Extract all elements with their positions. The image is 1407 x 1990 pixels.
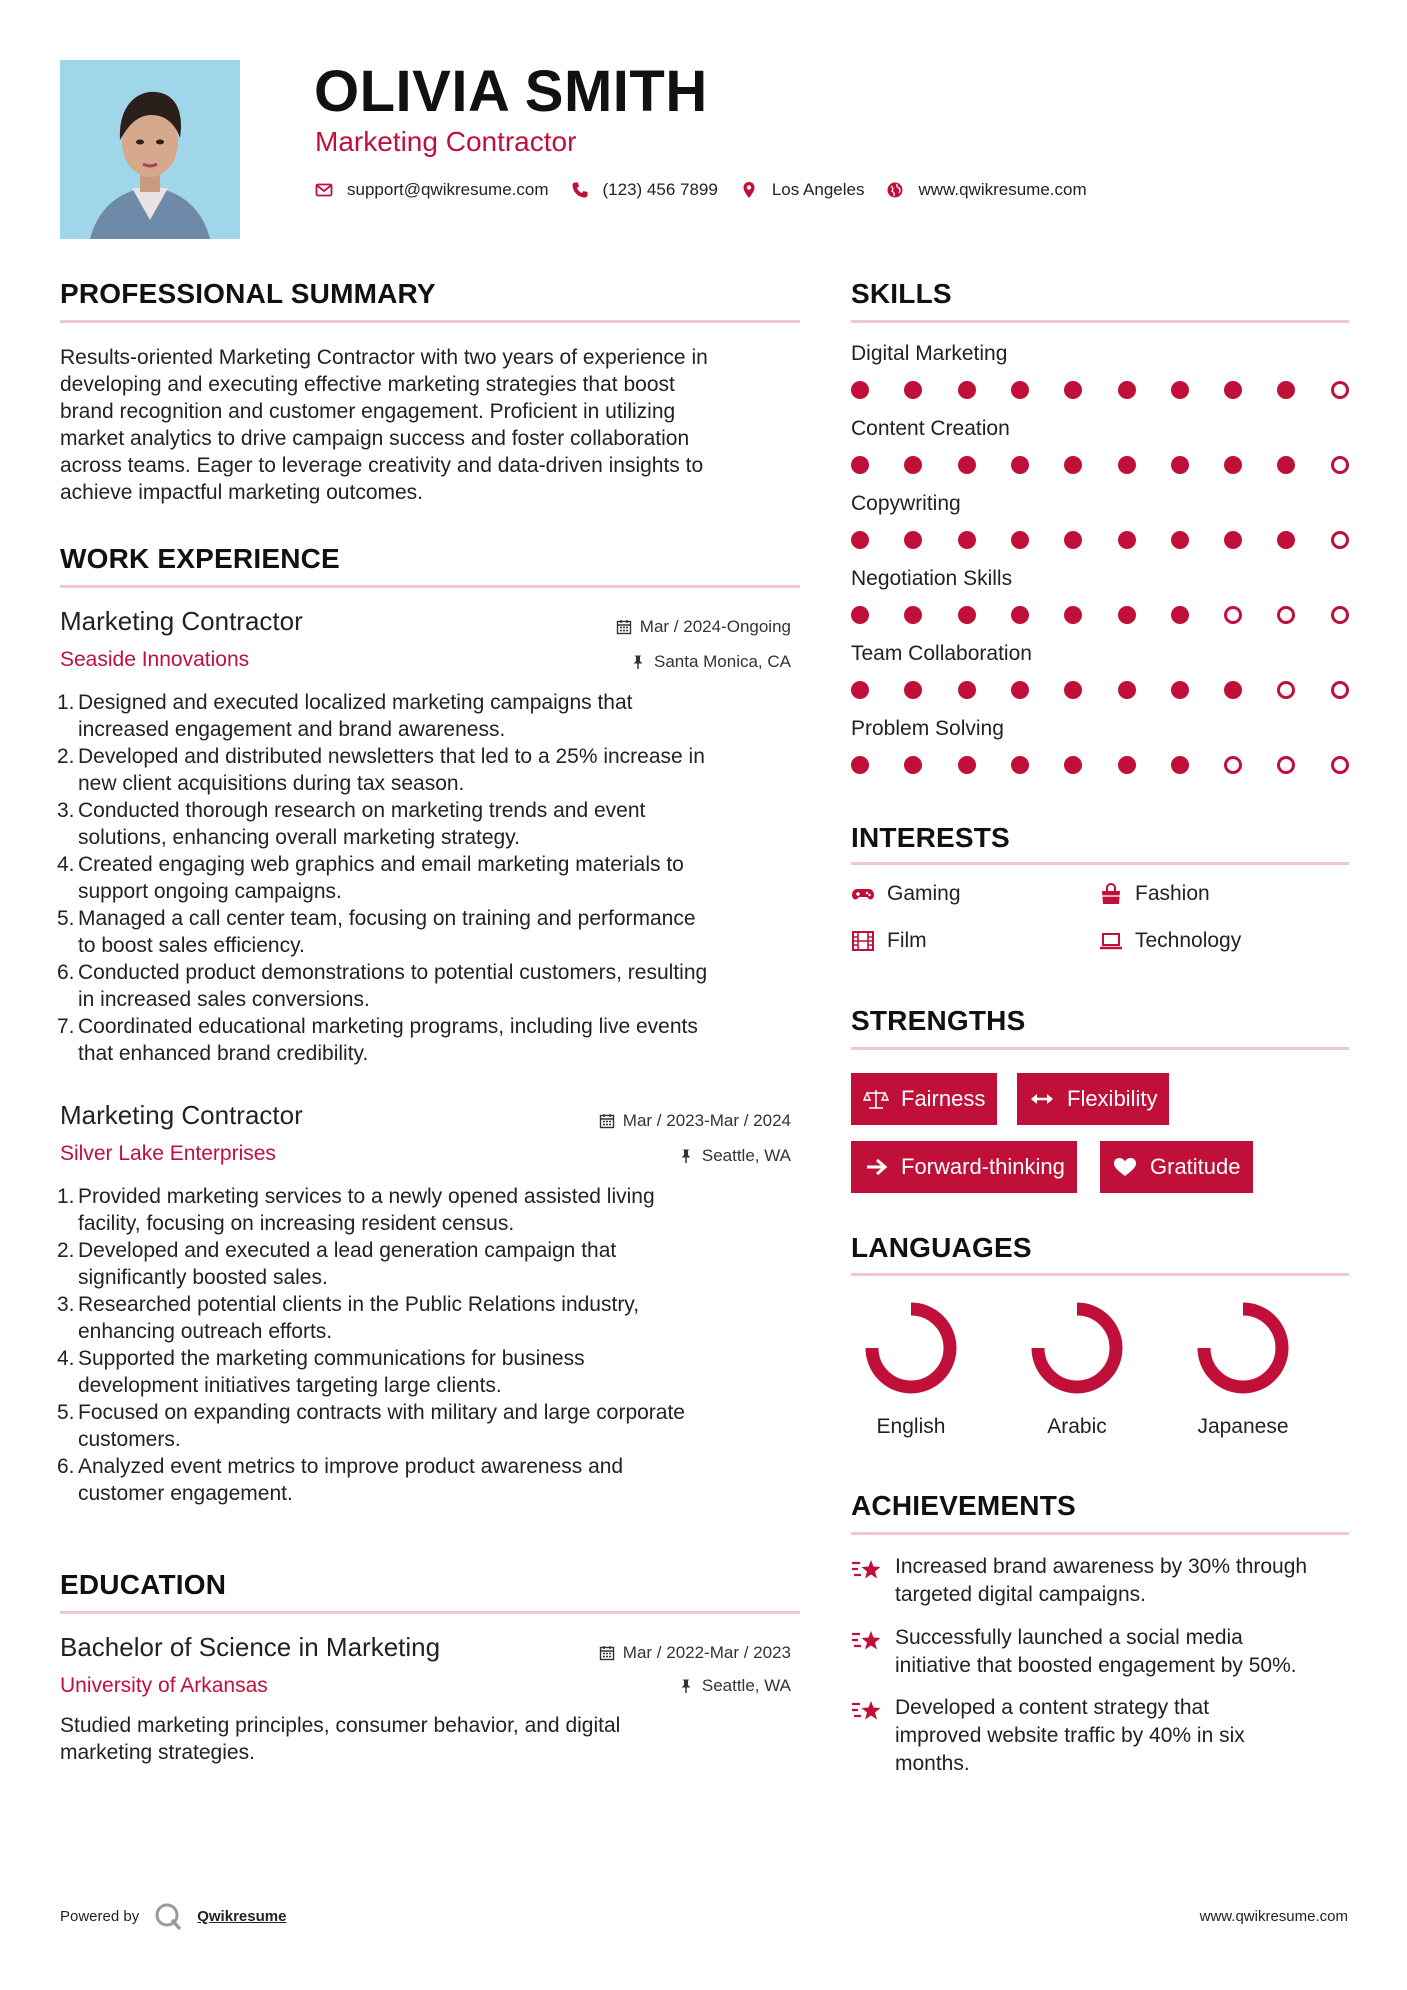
skill-name: Copywriting (851, 492, 961, 515)
education-line: marketing strategies. (60, 1741, 255, 1764)
skills-heading: SKILLS (851, 278, 952, 309)
skill-name: Negotiation Skills (851, 567, 1013, 590)
pushpin-icon (678, 1148, 694, 1164)
summary-heading: PROFESSIONAL SUMMARY (60, 278, 436, 309)
skill-name: Content Creation (851, 417, 1010, 440)
interest-gaming (851, 882, 961, 906)
rating-dot-filled (851, 381, 869, 399)
rating-dot-empty (1277, 681, 1295, 699)
rating-dot-filled (1118, 681, 1136, 699)
skills-divider (851, 320, 1349, 323)
interest-label: Fashion (1135, 882, 1210, 905)
rating-dot-filled (1064, 756, 1082, 774)
list-item (57, 1453, 800, 1507)
education-divider (60, 1611, 800, 1614)
candidate-role: Marketing Contractor (315, 126, 577, 157)
rating-dot-filled (1118, 456, 1136, 474)
phone-icon (571, 181, 589, 199)
interest-technology (1099, 929, 1241, 953)
list-line: Designed and executed localized marketing campaigns that (78, 691, 633, 714)
list-item (57, 959, 800, 1013)
list-line: that enhanced brand credibility. (78, 1042, 369, 1065)
rating-dot-filled (1064, 381, 1082, 399)
experience-heading: WORK EXPERIENCE (60, 543, 340, 574)
rating-dot-filled (1118, 756, 1136, 774)
job-bullets (57, 1183, 800, 1507)
list-line: Provided marketing services to a newly opened assisted living (78, 1185, 655, 1208)
list-line: customer engagement. (78, 1482, 293, 1505)
list-number: 1. (57, 1185, 75, 1208)
contact-phone-text: (123) 456 7899 (602, 180, 718, 199)
interest-label: Film (887, 929, 927, 952)
list-item (57, 905, 800, 959)
rating-dot-filled (1011, 381, 1029, 399)
rating-dot-filled (1118, 606, 1136, 624)
rating-dot-empty (1277, 606, 1295, 624)
rating-dot-filled (1064, 531, 1082, 549)
skill-name: Digital Marketing (851, 342, 1008, 365)
education-location (678, 1676, 791, 1696)
shooting-star-icon (851, 1696, 883, 1726)
calendar-icon (599, 1113, 615, 1129)
job-company: Seaside Innovations (60, 648, 250, 671)
job-company: Silver Lake Enterprises (60, 1142, 276, 1165)
list-line: Conducted thorough research on marketing trends and event (78, 799, 646, 822)
language-ring-arc (1038, 1309, 1116, 1387)
gamepad-icon (851, 882, 875, 906)
rating-dot-filled (958, 456, 976, 474)
list-number: 2. (57, 745, 75, 768)
list-line: Developed and distributed newsletters that led to a 25% increase in (78, 745, 705, 768)
strength-gratitude (1100, 1141, 1253, 1193)
achievements-divider (851, 1532, 1349, 1535)
rating-dot-filled (958, 381, 976, 399)
education-line: Studied marketing principles, consumer behavior, and digital (60, 1714, 621, 1737)
job-bullets (57, 689, 800, 1067)
rating-dot-empty (1277, 756, 1295, 774)
rating-dot-empty (1224, 756, 1242, 774)
laptop-icon (1099, 929, 1123, 953)
languages-heading: LANGUAGES (851, 1232, 1032, 1263)
achievement-item (851, 1553, 1361, 1609)
rating-dot-filled (904, 381, 922, 399)
job-location-text: Santa Monica, CA (653, 652, 791, 671)
school-name: University of Arkansas (60, 1674, 268, 1697)
contact-location (740, 180, 865, 200)
rating-dot-filled (1224, 531, 1242, 549)
education-description (60, 1712, 800, 1766)
list-number: 6. (57, 1455, 75, 1478)
rating-dot-filled (851, 456, 869, 474)
list-item (57, 1237, 800, 1291)
list-number: 1. (57, 691, 75, 714)
pushpin-icon (630, 654, 646, 670)
qwikresume-logo-icon (153, 1901, 183, 1931)
list-line: customers. (78, 1428, 181, 1451)
strength-fairness (851, 1073, 997, 1125)
achievement-line: months. (895, 1752, 970, 1775)
contact-email-text: support@qwikresume.com (347, 180, 549, 199)
rating-dot-filled (904, 681, 922, 699)
achievement-text (895, 1694, 1245, 1778)
rating-dot-filled (1171, 681, 1189, 699)
strength-label: Flexibility (1067, 1086, 1158, 1111)
contact-bar (315, 178, 1109, 202)
rating-dot-filled (851, 756, 869, 774)
strengths-divider (851, 1047, 1349, 1050)
rating-dot-empty (1331, 531, 1349, 549)
rating-dot-filled (1224, 456, 1242, 474)
job-location (678, 1146, 791, 1166)
contact-location-text: Los Angeles (771, 180, 865, 199)
list-item (57, 797, 800, 851)
job-date (616, 617, 791, 637)
rating-dot-filled (1171, 606, 1189, 624)
achievement-line: Developed a content strategy that (895, 1696, 1210, 1719)
calendar-icon (599, 1645, 615, 1661)
rating-dot-filled (1277, 381, 1295, 399)
achievement-line: initiative that boosted engagement by 50%. (895, 1654, 1297, 1677)
list-item (57, 1013, 800, 1067)
list-line: Coordinated educational marketing programs, including live events (78, 1015, 698, 1038)
contact-email[interactable] (315, 180, 549, 200)
skill-name: Team Collaboration (851, 642, 1032, 665)
rating-dot-filled (958, 531, 976, 549)
rating-dot-filled (904, 606, 922, 624)
achievement-text (895, 1624, 1297, 1680)
rating-dot-filled (1171, 531, 1189, 549)
rating-dot-filled (904, 756, 922, 774)
rating-dot-filled (958, 681, 976, 699)
rating-dot-empty (1331, 606, 1349, 624)
list-line: Researched potential clients in the Public Relations industry, (78, 1293, 640, 1316)
job-date-text: Mar / 2023-Mar / 2024 (622, 1111, 791, 1130)
education-date-text: Mar / 2022-Mar / 2023 (622, 1643, 791, 1662)
list-line: to boost sales efficiency. (78, 934, 305, 957)
interests-divider (851, 862, 1349, 865)
rating-dot-filled (851, 531, 869, 549)
summary-line: developing and executing effective marketing strategies that boost (60, 373, 675, 396)
achievements-heading: ACHIEVEMENTS (851, 1490, 1076, 1521)
language-name: Arabic (1047, 1415, 1107, 1438)
rating-dot-filled (1064, 681, 1082, 699)
rating-dot-filled (958, 606, 976, 624)
skill-rating (851, 381, 1351, 401)
rating-dot-filled (1011, 531, 1029, 549)
list-line: Focused on expanding contracts with military and large corporate (78, 1401, 685, 1424)
skill-name: Problem Solving (851, 717, 1004, 740)
list-number: 7. (57, 1015, 75, 1038)
language-proficiency-ring (863, 1300, 959, 1396)
rating-dot-filled (1011, 756, 1029, 774)
strengths-heading: STRENGTHS (851, 1005, 1026, 1036)
profile-photo (60, 60, 240, 239)
language-proficiency-ring (1029, 1300, 1125, 1396)
list-item (57, 1291, 800, 1345)
rating-dot-empty (1331, 456, 1349, 474)
achievement-item (851, 1694, 1361, 1778)
strength-flexibility (1017, 1073, 1169, 1125)
list-number: 3. (57, 1293, 75, 1316)
envelope-icon (315, 181, 333, 199)
job-date (599, 1111, 791, 1131)
language-ring-arc (1204, 1309, 1282, 1387)
summary-text (60, 344, 800, 506)
language-ring-arc (872, 1309, 950, 1387)
list-item (57, 1183, 800, 1237)
rating-dot-filled (1171, 381, 1189, 399)
rating-dot-filled (1011, 681, 1029, 699)
rating-dot-empty (1331, 381, 1349, 399)
contact-phone[interactable] (571, 180, 718, 200)
heart-icon (1112, 1156, 1138, 1178)
list-item (57, 743, 800, 797)
rating-dot-filled (1277, 456, 1295, 474)
job-date-text: Mar / 2024-Ongoing (639, 617, 791, 636)
achievement-line: Increased brand awareness by 30% through (895, 1555, 1308, 1578)
rating-dot-empty (1331, 681, 1349, 699)
interests-heading: INTERESTS (851, 822, 1010, 853)
rating-dot-filled (851, 606, 869, 624)
achievement-line: Successfully launched a social media (895, 1626, 1243, 1649)
rating-dot-filled (1171, 456, 1189, 474)
list-number: 3. (57, 799, 75, 822)
list-line: Managed a call center team, focusing on training and performance (78, 907, 696, 930)
skill-rating (851, 681, 1351, 701)
list-line: Analyzed event metrics to improve product awareness and (78, 1455, 624, 1478)
list-item (57, 1345, 800, 1399)
education-heading: EDUCATION (60, 1569, 227, 1600)
rating-dot-filled (1224, 381, 1242, 399)
pushpin-icon (678, 1678, 694, 1694)
summary-line: across teams. Eager to leverage creativity and data-driven insights to (60, 454, 704, 477)
contact-website[interactable] (886, 180, 1086, 200)
strength-label: Gratitude (1150, 1154, 1241, 1179)
list-number: 4. (57, 1347, 75, 1370)
list-item (57, 689, 800, 743)
list-number: 6. (57, 961, 75, 984)
summary-line: Results-oriented Marketing Contractor with two years of experience in (60, 346, 708, 369)
list-number: 5. (57, 1401, 75, 1424)
film-icon (851, 929, 875, 953)
rating-dot-filled (1171, 756, 1189, 774)
list-line: Developed and executed a lead generation campaign that (78, 1239, 617, 1262)
rating-dot-empty (1331, 756, 1349, 774)
job-location-text: Seattle, WA (701, 1146, 791, 1165)
rating-dot-filled (1224, 681, 1242, 699)
skill-rating (851, 606, 1351, 626)
rating-dot-filled (1011, 606, 1029, 624)
strength-forward-thinking (851, 1141, 1077, 1193)
education-location-text: Seattle, WA (701, 1676, 791, 1695)
powered-by-label: Powered by (60, 1907, 140, 1925)
arrows-horizontal-icon (1029, 1088, 1055, 1110)
achievement-line: targeted digital campaigns. (895, 1583, 1146, 1606)
summary-divider (60, 320, 800, 323)
interest-fashion (1099, 882, 1210, 906)
interest-label: Gaming (887, 882, 961, 905)
list-line: enhancing outreach efforts. (78, 1320, 333, 1343)
rating-dot-filled (1118, 531, 1136, 549)
map-pin-icon (740, 181, 758, 199)
arrow-right-icon (863, 1156, 889, 1178)
list-line: facility, focusing on increasing resident census. (78, 1212, 515, 1235)
list-line: Created engaging web graphics and email marketing materials to (78, 853, 684, 876)
education-date (599, 1643, 791, 1663)
interest-film (851, 929, 927, 953)
summary-line: brand recognition and customer engagement. Proficient in utilizing (60, 400, 676, 423)
strength-label: Fairness (901, 1086, 986, 1111)
rating-dot-filled (904, 531, 922, 549)
achievement-text (895, 1553, 1307, 1609)
summary-line: market analytics to drive campaign success and foster collaboration (60, 427, 690, 450)
skill-rating (851, 531, 1351, 551)
skill-rating (851, 756, 1351, 776)
candidate-name: OLIVIA SMITH (314, 59, 708, 124)
languages-divider (851, 1273, 1349, 1276)
achievement-line: improved website traffic by 40% in six (895, 1724, 1245, 1747)
job-location (630, 652, 791, 672)
balance-scale-icon (863, 1088, 889, 1110)
experience-divider (60, 585, 800, 588)
achievement-item (851, 1624, 1361, 1680)
globe-icon (886, 181, 904, 199)
language-name: English (876, 1415, 946, 1438)
contact-website-text: www.qwikresume.com (918, 180, 1087, 199)
rating-dot-filled (851, 681, 869, 699)
language-proficiency-ring (1195, 1300, 1291, 1396)
rating-dot-filled (1064, 456, 1082, 474)
list-line: Supported the marketing communications for business (78, 1347, 585, 1370)
rating-dot-filled (1011, 456, 1029, 474)
footer-website[interactable]: www.qwikresume.com (1199, 1908, 1348, 1925)
list-line: Conducted product demonstrations to potential customers, resulting (78, 961, 708, 984)
rating-dot-filled (958, 756, 976, 774)
calendar-icon (616, 619, 632, 635)
interest-label: Technology (1135, 929, 1242, 952)
list-line: support ongoing campaigns. (78, 880, 342, 903)
list-number: 2. (57, 1239, 75, 1262)
rating-dot-filled (1277, 531, 1295, 549)
list-line: development initiatives targeting large clients. (78, 1374, 502, 1397)
list-line: new client acquisitions during tax season. (78, 772, 465, 795)
degree-title: Bachelor of Science in Marketing (60, 1632, 441, 1662)
skill-rating (851, 456, 1351, 476)
list-line: significantly boosted sales. (78, 1266, 328, 1289)
powered-by (60, 1901, 286, 1931)
rating-dot-empty (1224, 606, 1242, 624)
shooting-star-icon (851, 1555, 883, 1585)
list-line: increased engagement and brand awareness. (78, 718, 506, 741)
list-line: in increased sales conversions. (78, 988, 370, 1011)
rating-dot-filled (1064, 606, 1082, 624)
shooting-star-icon (851, 1626, 883, 1656)
list-number: 5. (57, 907, 75, 930)
rating-dot-filled (1118, 381, 1136, 399)
list-item (57, 1399, 800, 1453)
strength-label: Forward-thinking (901, 1154, 1065, 1179)
list-item (57, 851, 800, 905)
rating-dot-filled (904, 456, 922, 474)
shopping-bag-icon (1099, 882, 1123, 906)
qwikresume-link[interactable]: Qwikresume (197, 1907, 287, 1925)
list-number: 4. (57, 853, 75, 876)
job-title: Marketing Contractor (60, 1100, 303, 1130)
list-line: solutions, enhancing overall marketing strategy. (78, 826, 521, 849)
job-title: Marketing Contractor (60, 606, 303, 636)
language-name: Japanese (1197, 1415, 1289, 1438)
summary-line: achieve impactful marketing outcomes. (60, 481, 423, 504)
